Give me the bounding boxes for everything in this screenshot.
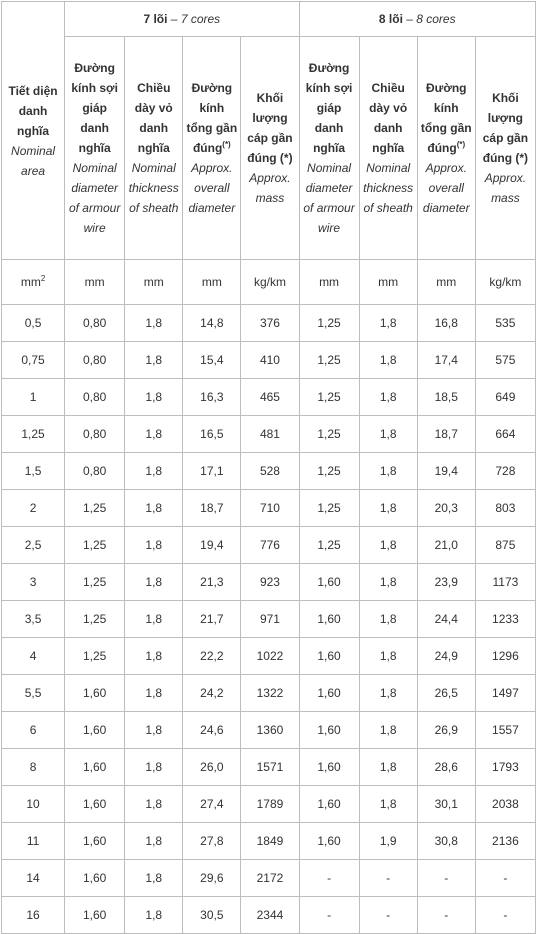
table-cell: 1,8 bbox=[125, 786, 183, 823]
table-cell: 27,8 bbox=[183, 823, 241, 860]
table-cell: 1,8 bbox=[125, 749, 183, 786]
table-cell: 649 bbox=[475, 379, 535, 416]
table-row bbox=[2, 527, 536, 564]
table-cell: 18,7 bbox=[417, 416, 475, 453]
header-italic: Approx. overall diameter bbox=[422, 161, 470, 215]
table-cell: 2,5 bbox=[2, 527, 65, 564]
table-body bbox=[2, 2, 536, 934]
column-header bbox=[65, 37, 125, 260]
table-cell: 18,5 bbox=[417, 379, 475, 416]
table-cell: 24,6 bbox=[183, 712, 241, 749]
table-cell: 1571 bbox=[241, 749, 299, 786]
table-cell: 1,60 bbox=[65, 749, 125, 786]
table-cell: 15,4 bbox=[183, 342, 241, 379]
table-cell: 1,8 bbox=[125, 490, 183, 527]
table-cell: 1,25 bbox=[65, 601, 125, 638]
unit-cell: kg/km bbox=[241, 260, 299, 305]
table-cell: 17,4 bbox=[417, 342, 475, 379]
table-cell: 1,8 bbox=[359, 527, 417, 564]
table-cell: - bbox=[475, 897, 535, 934]
table-cell: 1,60 bbox=[299, 564, 359, 601]
table-cell: 22,2 bbox=[183, 638, 241, 675]
table-row bbox=[2, 786, 536, 823]
header-bold: Tiết diện danh nghĩa bbox=[8, 83, 58, 138]
table-cell: 30,5 bbox=[183, 897, 241, 934]
table-cell: 1,8 bbox=[359, 675, 417, 712]
table-cell: 1,60 bbox=[65, 675, 125, 712]
table-cell: 1322 bbox=[241, 675, 299, 712]
table-cell: 20,3 bbox=[417, 490, 475, 527]
group-label: 7 lõi bbox=[143, 12, 168, 26]
table-cell: 776 bbox=[241, 527, 299, 564]
table-cell: 2136 bbox=[475, 823, 535, 860]
table-cell: 1,8 bbox=[125, 712, 183, 749]
table-cell: 1,8 bbox=[359, 416, 417, 453]
table-cell: 2 bbox=[2, 490, 65, 527]
table-cell: 6 bbox=[2, 712, 65, 749]
table-cell: 1360 bbox=[241, 712, 299, 749]
table-cell: 923 bbox=[241, 564, 299, 601]
table-cell: 1,8 bbox=[359, 712, 417, 749]
table-cell: 1,25 bbox=[299, 490, 359, 527]
table-cell: 1,8 bbox=[125, 564, 183, 601]
table-cell: 1,25 bbox=[2, 416, 65, 453]
table-cell: 1,25 bbox=[65, 564, 125, 601]
table-cell: 28,6 bbox=[417, 749, 475, 786]
table-cell: 1,25 bbox=[299, 342, 359, 379]
table-cell: - bbox=[359, 897, 417, 934]
table-cell: 1,25 bbox=[299, 305, 359, 342]
unit-cell-area bbox=[2, 260, 65, 305]
table-cell: 23,9 bbox=[417, 564, 475, 601]
table-cell: - bbox=[417, 897, 475, 934]
table-cell: 24,4 bbox=[417, 601, 475, 638]
table-cell: 3,5 bbox=[2, 601, 65, 638]
table-cell: 1,25 bbox=[299, 379, 359, 416]
table-cell: 1,60 bbox=[299, 823, 359, 860]
header-italic: Approx. mass bbox=[484, 171, 527, 205]
table-cell: 1,9 bbox=[359, 823, 417, 860]
table-cell: 29,6 bbox=[183, 860, 241, 897]
table-cell: 1,60 bbox=[65, 823, 125, 860]
table-cell: 1,8 bbox=[359, 342, 417, 379]
unit-cell: mm bbox=[359, 260, 417, 305]
table-cell: 1233 bbox=[475, 601, 535, 638]
table-cell: 18,7 bbox=[183, 490, 241, 527]
table-cell: 21,0 bbox=[417, 527, 475, 564]
table-cell: 1,8 bbox=[359, 305, 417, 342]
table-cell: 0,80 bbox=[65, 342, 125, 379]
table-cell: 19,4 bbox=[183, 527, 241, 564]
table-cell: 535 bbox=[475, 305, 535, 342]
column-header bbox=[475, 37, 535, 260]
group-header-8-cores bbox=[299, 2, 535, 37]
table-row bbox=[2, 823, 536, 860]
table-cell: - bbox=[417, 860, 475, 897]
table-cell: 1 bbox=[2, 379, 65, 416]
table-cell: 1,25 bbox=[299, 453, 359, 490]
table-cell: 1,8 bbox=[125, 342, 183, 379]
group-sep: – bbox=[402, 12, 417, 26]
table-cell: 1,8 bbox=[125, 379, 183, 416]
table-row bbox=[2, 379, 536, 416]
table-cell: 26,5 bbox=[417, 675, 475, 712]
table-cell: 21,3 bbox=[183, 564, 241, 601]
header-bold: Khối lượng cáp gần đúng (*) bbox=[482, 91, 529, 165]
table-cell: 1296 bbox=[475, 638, 535, 675]
table-cell: 24,9 bbox=[417, 638, 475, 675]
table-cell: 0,80 bbox=[65, 305, 125, 342]
table-cell: 21,7 bbox=[183, 601, 241, 638]
table-cell: 16,8 bbox=[417, 305, 475, 342]
table-cell: 11 bbox=[2, 823, 65, 860]
table-row bbox=[2, 638, 536, 675]
table-cell: 1,8 bbox=[125, 527, 183, 564]
table-cell: 3 bbox=[2, 564, 65, 601]
table-cell: 2172 bbox=[241, 860, 299, 897]
table-cell: 1849 bbox=[241, 823, 299, 860]
header-italic: Nominal area bbox=[11, 143, 56, 178]
table-cell: 1,8 bbox=[359, 379, 417, 416]
table-cell: 1173 bbox=[475, 564, 535, 601]
unit-cell: mm bbox=[417, 260, 475, 305]
cable-spec-table bbox=[1, 1, 536, 934]
table-cell: 1,60 bbox=[65, 860, 125, 897]
header-bold: Chiều dày vỏ danh nghĩa bbox=[134, 81, 173, 155]
table-row bbox=[2, 897, 536, 934]
table-cell: 1,25 bbox=[65, 490, 125, 527]
table-cell: 27,4 bbox=[183, 786, 241, 823]
table-cell: 1,60 bbox=[299, 638, 359, 675]
table-cell: 803 bbox=[475, 490, 535, 527]
table-cell: 17,1 bbox=[183, 453, 241, 490]
table-cell: 14 bbox=[2, 860, 65, 897]
table-cell: 528 bbox=[241, 453, 299, 490]
table-cell: 1,8 bbox=[125, 416, 183, 453]
table-cell: 1,8 bbox=[125, 638, 183, 675]
table-row bbox=[2, 860, 536, 897]
group-label-en: 7 cores bbox=[180, 12, 221, 26]
table-cell: 1,60 bbox=[299, 601, 359, 638]
table-cell: 14,8 bbox=[183, 305, 241, 342]
group-sep: – bbox=[167, 12, 181, 26]
table-cell: 1789 bbox=[241, 786, 299, 823]
header-mark: (*) bbox=[456, 140, 466, 149]
table-cell: 1793 bbox=[475, 749, 535, 786]
table-cell: 971 bbox=[241, 601, 299, 638]
table-cell: 0,5 bbox=[2, 305, 65, 342]
table-cell: 10 bbox=[2, 786, 65, 823]
table-cell: 1,8 bbox=[125, 675, 183, 712]
table-cell: 2038 bbox=[475, 786, 535, 823]
group-label: 8 lõi bbox=[378, 12, 403, 26]
table-cell: - bbox=[299, 897, 359, 934]
table-row bbox=[2, 601, 536, 638]
table-cell: 1,60 bbox=[299, 749, 359, 786]
column-header bbox=[359, 37, 417, 260]
table-cell: 710 bbox=[241, 490, 299, 527]
header-italic: Nominal thickness of sheath bbox=[363, 161, 414, 215]
table-cell: 1,8 bbox=[359, 749, 417, 786]
table-cell: 30,1 bbox=[417, 786, 475, 823]
table-cell: 1,25 bbox=[299, 527, 359, 564]
column-header bbox=[183, 37, 241, 260]
table-cell: 24,2 bbox=[183, 675, 241, 712]
table-cell: 1,25 bbox=[299, 416, 359, 453]
table-cell: 1,8 bbox=[359, 786, 417, 823]
group-header-row bbox=[2, 2, 536, 37]
group-header-7-cores bbox=[65, 2, 299, 37]
table-cell: - bbox=[475, 860, 535, 897]
table-cell: 376 bbox=[241, 305, 299, 342]
header-bold: Đường kính tổng gần đúng(*) bbox=[420, 81, 472, 155]
unit-row bbox=[2, 260, 536, 305]
column-header bbox=[241, 37, 299, 260]
table-cell: 481 bbox=[241, 416, 299, 453]
table-cell: 0,75 bbox=[2, 342, 65, 379]
table-cell: 1,8 bbox=[125, 860, 183, 897]
table-cell: 26,0 bbox=[183, 749, 241, 786]
table-row bbox=[2, 749, 536, 786]
table-cell: 728 bbox=[475, 453, 535, 490]
column-header-row bbox=[2, 37, 536, 260]
table-cell: 0,80 bbox=[65, 379, 125, 416]
table-row bbox=[2, 453, 536, 490]
table-row bbox=[2, 416, 536, 453]
table-cell: 1,60 bbox=[299, 712, 359, 749]
unit-text: mm bbox=[20, 275, 41, 289]
table-row bbox=[2, 342, 536, 379]
header-bold: Đường kính sợi giáp danh nghĩa bbox=[305, 61, 353, 155]
table-cell: 19,4 bbox=[417, 453, 475, 490]
unit-cell: mm bbox=[65, 260, 125, 305]
table-cell: 1,60 bbox=[299, 675, 359, 712]
header-italic: Nominal diameter of armour wire bbox=[303, 161, 355, 235]
table-cell: 4 bbox=[2, 638, 65, 675]
table-cell: 1,8 bbox=[359, 453, 417, 490]
header-bold: Đường kính tổng gần đúng(*) bbox=[186, 81, 238, 155]
unit-cell: kg/km bbox=[475, 260, 535, 305]
table-row bbox=[2, 490, 536, 527]
table-cell: 1022 bbox=[241, 638, 299, 675]
table-cell: 1,8 bbox=[359, 601, 417, 638]
table-cell: 16,3 bbox=[183, 379, 241, 416]
header-bold: Chiều dày vỏ danh nghĩa bbox=[369, 81, 408, 155]
table-cell: 1,8 bbox=[359, 490, 417, 527]
table-cell: 465 bbox=[241, 379, 299, 416]
table-cell: 0,80 bbox=[65, 453, 125, 490]
table-cell: 1,60 bbox=[299, 786, 359, 823]
column-header bbox=[125, 37, 183, 260]
table-cell: 1,60 bbox=[65, 712, 125, 749]
table-cell: 1,8 bbox=[359, 564, 417, 601]
table-cell: 1,8 bbox=[125, 601, 183, 638]
header-italic: Nominal thickness of sheath bbox=[128, 161, 179, 215]
header-italic: Approx. overall diameter bbox=[188, 161, 236, 215]
table-cell: 410 bbox=[241, 342, 299, 379]
table-cell: 1,8 bbox=[125, 453, 183, 490]
table-cell: 2344 bbox=[241, 897, 299, 934]
header-italic: Nominal diameter of armour wire bbox=[68, 161, 121, 235]
header-bold: Khối lượng cáp gần đúng (*) bbox=[247, 91, 293, 165]
table-cell: 26,9 bbox=[417, 712, 475, 749]
table-cell: 1,60 bbox=[65, 786, 125, 823]
table-cell: 1,8 bbox=[125, 897, 183, 934]
table-cell: 1,25 bbox=[65, 527, 125, 564]
unit-cell: mm bbox=[125, 260, 183, 305]
group-label-en: 8 cores bbox=[416, 12, 456, 26]
table-cell: 30,8 bbox=[417, 823, 475, 860]
table-cell: 875 bbox=[475, 527, 535, 564]
table-cell: 1,8 bbox=[359, 638, 417, 675]
table-cell: 16 bbox=[2, 897, 65, 934]
table-cell: 1,8 bbox=[125, 305, 183, 342]
column-header bbox=[417, 37, 475, 260]
table-row bbox=[2, 305, 536, 342]
header-bold: Đường kính sợi giáp danh nghĩa bbox=[71, 61, 118, 155]
table-cell: 575 bbox=[475, 342, 535, 379]
table-cell: 1557 bbox=[475, 712, 535, 749]
nominal-area-header bbox=[2, 2, 65, 260]
table-cell: 8 bbox=[2, 749, 65, 786]
table-cell: 1,5 bbox=[2, 453, 65, 490]
unit-cell: mm bbox=[183, 260, 241, 305]
unit-sup: 2 bbox=[40, 274, 46, 283]
table-cell: 1,60 bbox=[65, 897, 125, 934]
table-cell: 1,8 bbox=[125, 823, 183, 860]
table-row bbox=[2, 712, 536, 749]
table-cell: 664 bbox=[475, 416, 535, 453]
header-mark: (*) bbox=[222, 140, 231, 149]
table-cell: 16,5 bbox=[183, 416, 241, 453]
table-cell: 0,80 bbox=[65, 416, 125, 453]
table-cell: - bbox=[359, 860, 417, 897]
table-cell: 1497 bbox=[475, 675, 535, 712]
table-row bbox=[2, 675, 536, 712]
table-row bbox=[2, 564, 536, 601]
unit-cell: mm bbox=[299, 260, 359, 305]
table-cell: 5,5 bbox=[2, 675, 65, 712]
table-cell: - bbox=[299, 860, 359, 897]
header-italic: Approx. mass bbox=[249, 171, 291, 205]
column-header bbox=[299, 37, 359, 260]
table-cell: 1,25 bbox=[65, 638, 125, 675]
